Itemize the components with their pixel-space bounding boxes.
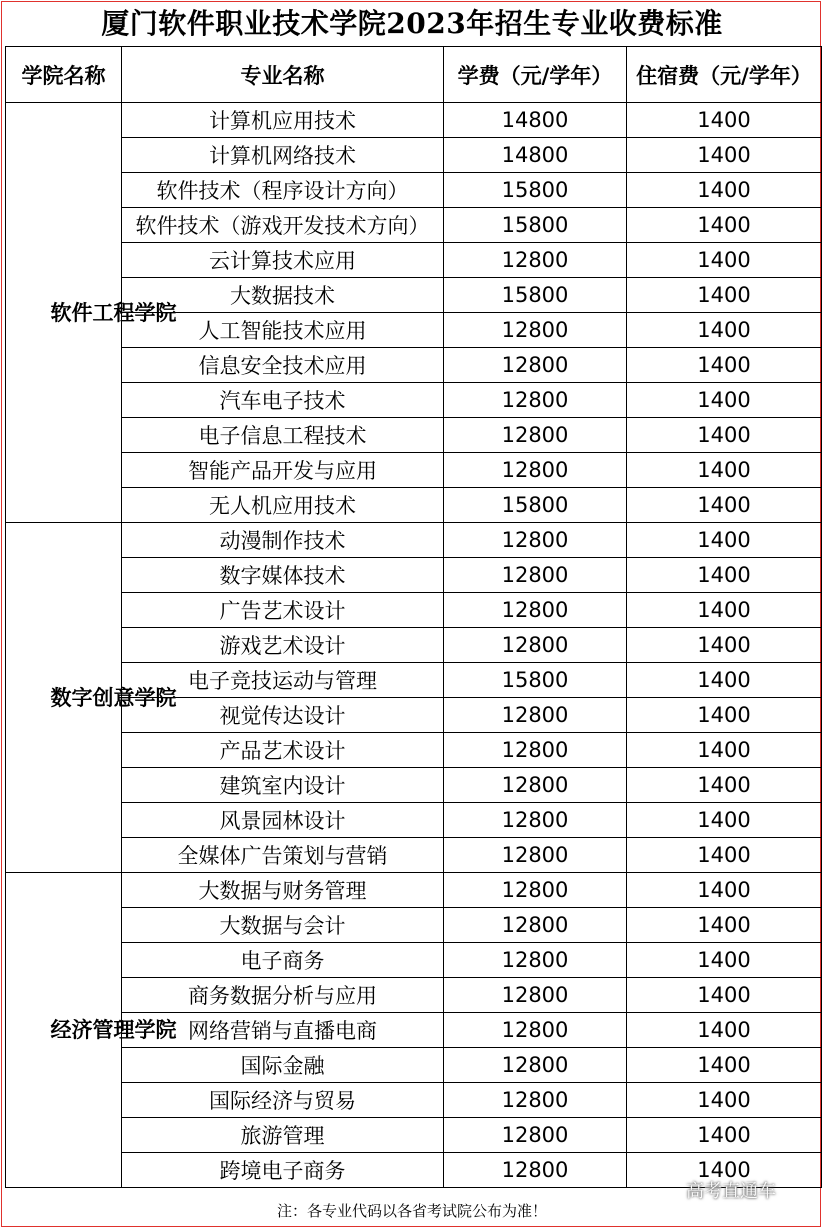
dorm-fee-cell: 1400 (627, 418, 822, 453)
tuition-cell: 12800 (444, 628, 627, 663)
major-name-cell: 电子竞技运动与管理 (122, 663, 444, 698)
tuition-cell: 12800 (444, 838, 627, 873)
table-row (6, 978, 822, 1013)
major-name-cell: 旅游管理 (122, 1118, 444, 1153)
tuition-cell: 12800 (444, 523, 627, 558)
dorm-fee-cell: 1400 (627, 453, 822, 488)
dorm-fee-cell: 1400 (627, 628, 822, 663)
table-row (6, 348, 822, 383)
dorm-fee-cell: 1400 (627, 908, 822, 943)
table-row (6, 208, 822, 243)
dorm-fee-cell: 1400 (627, 593, 822, 628)
tuition-cell: 12800 (444, 1083, 627, 1118)
tuition-cell: 12800 (444, 698, 627, 733)
dorm-fee-cell: 1400 (627, 138, 822, 173)
header-dorm: 住宿费（元/学年） (627, 47, 822, 103)
table-row (6, 1118, 822, 1153)
dorm-fee-cell: 1400 (627, 1013, 822, 1048)
dorm-fee-cell: 1400 (627, 488, 822, 523)
tuition-cell: 12800 (444, 348, 627, 383)
table-row (6, 383, 822, 418)
table-row (6, 1048, 822, 1083)
dorm-fee-cell: 1400 (627, 838, 822, 873)
dorm-fee-cell: 1400 (627, 103, 822, 138)
tuition-cell: 14800 (444, 138, 627, 173)
tuition-cell: 12800 (444, 243, 627, 278)
dorm-fee-cell: 1400 (627, 873, 822, 908)
tuition-cell: 12800 (444, 768, 627, 803)
tuition-cell: 12800 (444, 978, 627, 1013)
header-tuition: 学费（元/学年） (444, 47, 627, 103)
major-name-cell: 风景园林设计 (122, 803, 444, 838)
tuition-cell: 12800 (444, 313, 627, 348)
major-name-cell: 数字媒体技术 (122, 558, 444, 593)
dorm-fee-cell: 1400 (627, 278, 822, 313)
dorm-fee-cell: 1400 (627, 663, 822, 698)
college-name: 经济管理学院 (50, 1018, 177, 1042)
college-name: 数字创意学院 (50, 685, 177, 710)
major-name-cell: 汽车电子技术 (122, 383, 444, 418)
major-name-cell: 产品艺术设计 (122, 733, 444, 768)
tuition-cell: 12800 (444, 873, 627, 908)
major-name-cell: 云计算技术应用 (122, 243, 444, 278)
college-name-cell (6, 523, 177, 873)
page-title: 厦门软件职业技术学院2023年招生专业收费标准 (101, 7, 723, 40)
major-name-cell: 国际金融 (122, 1048, 444, 1083)
dorm-fee-cell: 1400 (627, 768, 822, 803)
table-row (6, 418, 822, 453)
dorm-fee-cell: 1400 (627, 558, 822, 593)
header-major: 专业名称 (122, 47, 444, 103)
tuition-cell: 15800 (444, 663, 627, 698)
table-row (6, 908, 822, 943)
dorm-fee-cell: 1400 (627, 733, 822, 768)
tuition-cell: 12800 (444, 1118, 627, 1153)
table-row (6, 558, 822, 593)
dorm-fee-cell: 1400 (627, 943, 822, 978)
table-row (6, 1083, 822, 1118)
major-name-cell: 商务数据分析与应用 (122, 978, 444, 1013)
major-name-cell: 信息安全技术应用 (122, 348, 444, 383)
major-name-cell: 大数据技术 (122, 278, 444, 313)
table-body (6, 103, 822, 1188)
tuition-cell: 12800 (444, 1048, 627, 1083)
table-row (6, 873, 822, 908)
tuition-cell: 15800 (444, 208, 627, 243)
college-name: 软件工程学院 (50, 300, 177, 325)
watermark-text: 高考直通车 (686, 1181, 776, 1202)
tuition-cell: 12800 (444, 558, 627, 593)
dorm-fee-cell: 1400 (627, 348, 822, 383)
tuition-cell: 12800 (444, 1013, 627, 1048)
tuition-cell: 15800 (444, 173, 627, 208)
major-name-cell: 跨境电子商务 (122, 1153, 444, 1188)
table-row (6, 523, 822, 558)
major-name-cell: 动漫制作技术 (122, 523, 444, 558)
major-name-cell: 软件技术（程序设计方向） (122, 173, 444, 208)
major-name-cell: 网络营销与直播电商 (122, 1013, 444, 1048)
major-name-cell: 全媒体广告策划与营销 (122, 838, 444, 873)
tuition-cell: 12800 (444, 593, 627, 628)
table-row (6, 628, 822, 663)
tuition-cell: 12800 (444, 453, 627, 488)
table-row (6, 453, 822, 488)
table-row (6, 803, 822, 838)
major-name-cell: 大数据与财务管理 (122, 873, 444, 908)
major-name-cell: 计算机网络技术 (122, 138, 444, 173)
major-name-cell: 无人机应用技术 (122, 488, 444, 523)
table-row (6, 768, 822, 803)
dorm-fee-cell: 1400 (627, 1118, 822, 1153)
college-name-cell (6, 103, 177, 523)
tuition-cell: 15800 (444, 278, 627, 313)
tuition-cell: 12800 (444, 803, 627, 838)
dorm-fee-cell: 1400 (627, 523, 822, 558)
major-name-cell: 建筑室内设计 (122, 768, 444, 803)
header-college: 学院名称 (6, 47, 122, 103)
table-row (6, 103, 822, 138)
college-name-cell (6, 873, 177, 1188)
dorm-fee-cell: 1400 (627, 383, 822, 418)
dorm-fee-cell: 1400 (627, 1153, 822, 1188)
tuition-cell: 12800 (444, 1153, 627, 1188)
tuition-cell: 12800 (444, 383, 627, 418)
major-name-cell: 软件技术（游戏开发技术方向） (122, 208, 444, 243)
major-name-cell: 游戏艺术设计 (122, 628, 444, 663)
tuition-cell: 14800 (444, 103, 627, 138)
dorm-fee-cell: 1400 (627, 803, 822, 838)
footnote: 注：各专业代码以各省考试院公布为准！ (276, 1202, 547, 1220)
tuition-cell: 12800 (444, 733, 627, 768)
tuition-cell: 12800 (444, 943, 627, 978)
dorm-fee-cell: 1400 (627, 698, 822, 733)
table-row (6, 943, 822, 978)
fee-table (5, 46, 822, 1188)
dorm-fee-cell: 1400 (627, 313, 822, 348)
major-name-cell: 电子信息工程技术 (122, 418, 444, 453)
major-name-cell: 国际经济与贸易 (122, 1083, 444, 1118)
dorm-fee-cell: 1400 (627, 1048, 822, 1083)
major-name-cell: 智能产品开发与应用 (122, 453, 444, 488)
table-row (6, 138, 822, 173)
tuition-cell: 12800 (444, 908, 627, 943)
major-name-cell: 人工智能技术应用 (122, 313, 444, 348)
major-name-cell: 广告艺术设计 (122, 593, 444, 628)
major-name-cell: 计算机应用技术 (122, 103, 444, 138)
table-row (6, 733, 822, 768)
major-name-cell: 电子商务 (122, 943, 444, 978)
tuition-cell: 15800 (444, 488, 627, 523)
dorm-fee-cell: 1400 (627, 978, 822, 1013)
table-header-row (6, 47, 822, 103)
table-row (6, 173, 822, 208)
dorm-fee-cell: 1400 (627, 173, 822, 208)
table-row (6, 488, 822, 523)
dorm-fee-cell: 1400 (627, 208, 822, 243)
table-row (6, 593, 822, 628)
major-name-cell: 大数据与会计 (122, 908, 444, 943)
major-name-cell: 视觉传达设计 (122, 698, 444, 733)
tuition-cell: 12800 (444, 418, 627, 453)
dorm-fee-cell: 1400 (627, 1083, 822, 1118)
table-row (6, 243, 822, 278)
table-row (6, 838, 822, 873)
dorm-fee-cell: 1400 (627, 243, 822, 278)
